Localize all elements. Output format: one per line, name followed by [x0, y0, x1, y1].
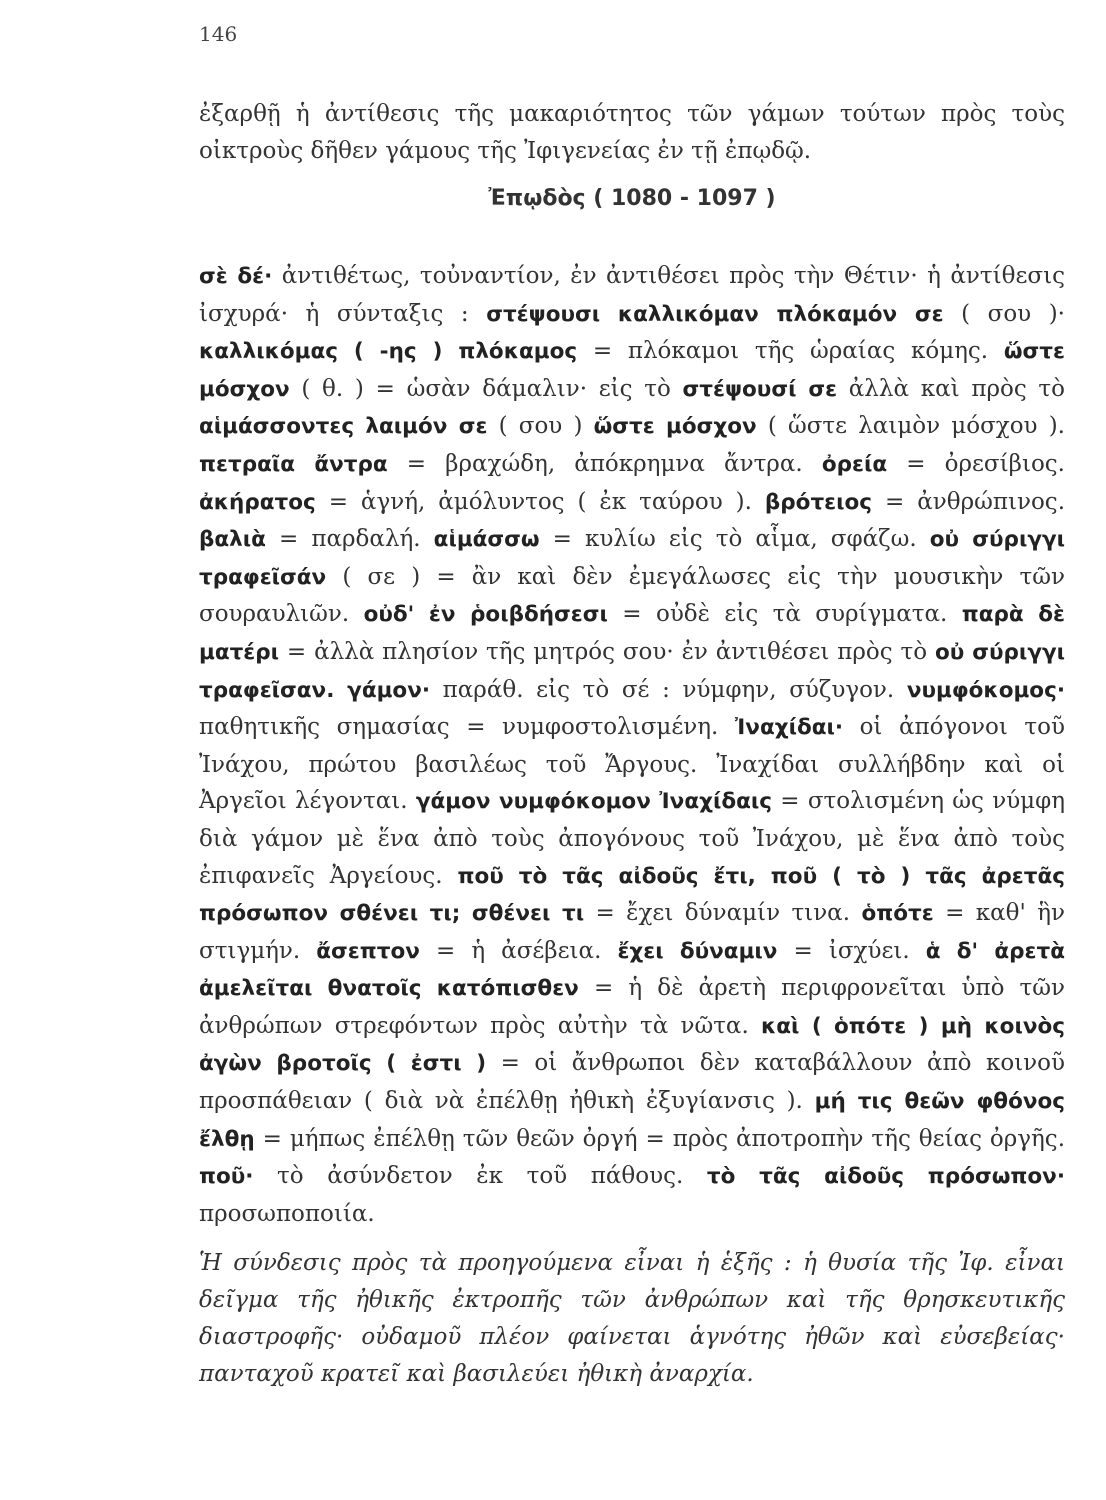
- gloss-text: ( σου ): [487, 413, 594, 440]
- gloss-text: = ἀνθρώπινος.: [872, 488, 1066, 515]
- gloss-text: = οἱ ἄνθρωποι δὲν καταβάλλουν ἀπὸ κοινοῦ προσπάθειαν ( διὰ νὰ ἐπέλθῃ ἠθικὴ ἐξυγίανσις ).: [199, 1050, 1065, 1115]
- gloss-text: = ἁγνή, ἀμόλυντος ( ἐκ ταύρου ).: [315, 488, 765, 515]
- lemma-term: βρότειος: [764, 489, 873, 515]
- gloss-text: ( σου )·: [943, 300, 1065, 327]
- commentary-paragraph: [199, 258, 1065, 1232]
- section-heading: Ἐπῳδὸς ( 1080 - 1097 ): [488, 186, 776, 211]
- gloss-text: = οὐδὲ εἰς τὰ συρίγματα.: [607, 601, 962, 628]
- lemma-term: βαλιὰ: [199, 527, 266, 553]
- gloss-text: προσωποποιία.: [199, 1200, 375, 1227]
- gloss-text: = πλόκαμοι τῆς ὡραίας κόμης.: [577, 338, 1004, 365]
- gloss-text: τὸ ἀσύνδετον ἐκ τοῦ πάθους.: [253, 1163, 707, 1190]
- gloss-text: = ἔχει δύναμίν τινα.: [584, 900, 862, 927]
- lemma-term: καὶ ( ὁπότε ) μὴ κοινὸς ἀγὼν βροτοῖς ( ἐστι ): [199, 1013, 1065, 1077]
- gloss-text: ( ὥστε λαιμὸν μόσχου ).: [756, 413, 1065, 440]
- lemma-term: ὥστε μόσχον: [199, 339, 1065, 402]
- lemma-term: ἁ δ' ἀρετὰ ἀμελεῖται θνατοῖς κατόπισθεν: [199, 938, 1065, 1002]
- lemma-term: αἱμάσσοντες λαιμόν σε: [199, 414, 488, 440]
- gloss-text: = ἀλλὰ πλησίον τῆς μητρός σου· ἐν ἀντιθέσει πρὸς τὸ: [279, 638, 935, 665]
- lemma-term: ὁπότε: [861, 901, 934, 927]
- lemma-term: παρὰ δὲ ματέρι: [199, 602, 1065, 665]
- lemma-term: Ἰναχίδαι·: [734, 715, 844, 741]
- lemma-term: οὐ σύριγγι τραφεῖσάν: [199, 527, 1065, 590]
- lemma-term: μή τις θεῶν φθόνος ἔλθῃ: [199, 1089, 1066, 1152]
- lemma-term: αἱμάσσω: [433, 527, 540, 553]
- gloss-text: = στολισμένη ὡς νύμφη διὰ γάμον μὲ ἕνα ἀπὸ τοὺς ἀπογόνους τοῦ Ἰνάχου, μὲ ἕνα ἀπὸ τοὺς ἐπιφανεῖς Ἀργείους.: [199, 788, 1066, 889]
- lemma-term: ἀκήρατος: [199, 489, 316, 515]
- lemma-term: τὸ τᾶς αἰδοῦς πρόσωπον·: [706, 1164, 1065, 1190]
- lemma-term: ποῦ·: [199, 1164, 254, 1190]
- gloss-text: ( σε ) = ἂν καὶ δὲν ἐμεγάλωσες εἰς τὴν μουσικὴν τῶν σουραυλιῶν.: [199, 563, 1065, 628]
- gloss-text: παθητικῆς σημασίας = νυμφοστολισμένη.: [199, 714, 735, 741]
- lemma-term: σὲ δέ·: [199, 264, 273, 289]
- gloss-text: = καθ' ἣν στιγμήν.: [199, 900, 1066, 964]
- gloss-text: = ὀρεσίβιος.: [887, 450, 1065, 477]
- gloss-text: παράθ. εἰς τὸ σέ : νύμφην, σύζυγον.: [430, 676, 907, 703]
- lemma-term: οὐ σύριγγι τραφεῖσαν. γάμον·: [199, 639, 1065, 703]
- gloss-text: = ἡ δὲ ἀρετὴ περιφρονεῖται ὑπὸ τῶν ἀνθρώπων στρεφόντων πρὸς αὐτὴν τὰ νῶτα.: [199, 975, 1066, 1039]
- gloss-text: ( θ. ) = ὡσὰν δάμαλιν· εἰς τὸ: [289, 375, 683, 402]
- lemma-term: οὐδ' ἐν ῥοιβδήσεσι: [363, 602, 608, 628]
- gloss-text: ἀλλὰ καὶ πρὸς τὸ: [837, 375, 1065, 402]
- lemma-term: στέψουσί σε: [682, 376, 838, 402]
- lemma-term: καλλικόμας ( -ης ) πλόκαμος: [199, 339, 578, 365]
- gloss-text: ἀντιθέτως, τοὐναντίον, ἐν ἀντιθέσει πρὸς τὴν Θέτιν· ἡ ἀντίθεσις ἰσχυρά· ἡ σύνταξις :: [199, 263, 1065, 327]
- intro-paragraph: ἐξαρθῇ ἡ ἀντίθεσις τῆς μακαριότητος τῶν γάμων τούτων πρὸς τοὺς οἰκτροὺς δῆθεν γάμους τῆς Ἰφιγενείας ἐν τῇ ἐπῳδῷ.: [199, 101, 1065, 164]
- lemma-term: πετραῖα ἄντρα: [199, 451, 388, 477]
- lemma-term: ποῦ τὸ τᾶς αἰδοῦς ἔτι, ποῦ ( τὸ ) τᾶς ἀρετᾶς πρόσωπον σθένει τι; σθένει τι: [199, 863, 1065, 927]
- lemma-term: στέψουσι καλλικόμαν πλόκαμόν σε: [486, 301, 944, 327]
- lemma-term: ὀρεία: [821, 451, 888, 477]
- gloss-text: οἱ ἀπόγονοι τοῦ Ἰνάχου, πρώτου βασιλέως τοῦ Ἄργους. Ἰναχίδαι συλλήβδην καὶ οἱ Ἀργεῖοι λέγονται.: [199, 714, 1065, 815]
- gloss-text: = κυλίω εἰς τὸ αἷμα, σφάζω.: [539, 526, 930, 553]
- lemma-term: ἔχει δύναμιν: [617, 938, 778, 964]
- lemma-term: ὥστε μόσχον: [593, 414, 757, 440]
- page-number: 146: [199, 22, 238, 46]
- lemma-term: ἄσεπτον: [316, 938, 420, 964]
- gloss-text: = παρδαλή.: [265, 526, 434, 553]
- lemma-term: νυμφόκομος·: [906, 677, 1065, 703]
- lemma-term: γάμον νυμφόκομον Ἰναχίδαις: [415, 789, 773, 815]
- gloss-text: = ἡ ἀσέβεια.: [419, 937, 618, 964]
- gloss-text: = βραχώδη, ἀπόκρημνα ἄντρα.: [387, 450, 822, 477]
- closing-paragraph: Ἡ σύνδεσις πρὸς τὰ προηγούμενα εἶναι ἡ ἑξῆς : ἡ θυσία τῆς Ἰφ. εἶναι δεῖγμα τῆς ἠθικῆς ἐκτροπῆς τῶν ἀνθρώπων καὶ τῆς θρησκευτικῆς διαστροφῆς· οὐδαμοῦ πλέον φαίνεται ἁγνότης ἠθῶν καὶ εὐσεβείας· πανταχοῦ κρατεῖ καὶ βασιλεύει ἠθικὴ ἀναρχία.: [199, 1250, 1065, 1387]
- gloss-text: = ἰσχύει.: [777, 937, 926, 964]
- gloss-text: = μήπως ἐπέλθῃ τῶν θεῶν ὀργή = πρὸς ἀποτροπὴν τῆς θείας ὀργῆς.: [254, 1125, 1065, 1152]
